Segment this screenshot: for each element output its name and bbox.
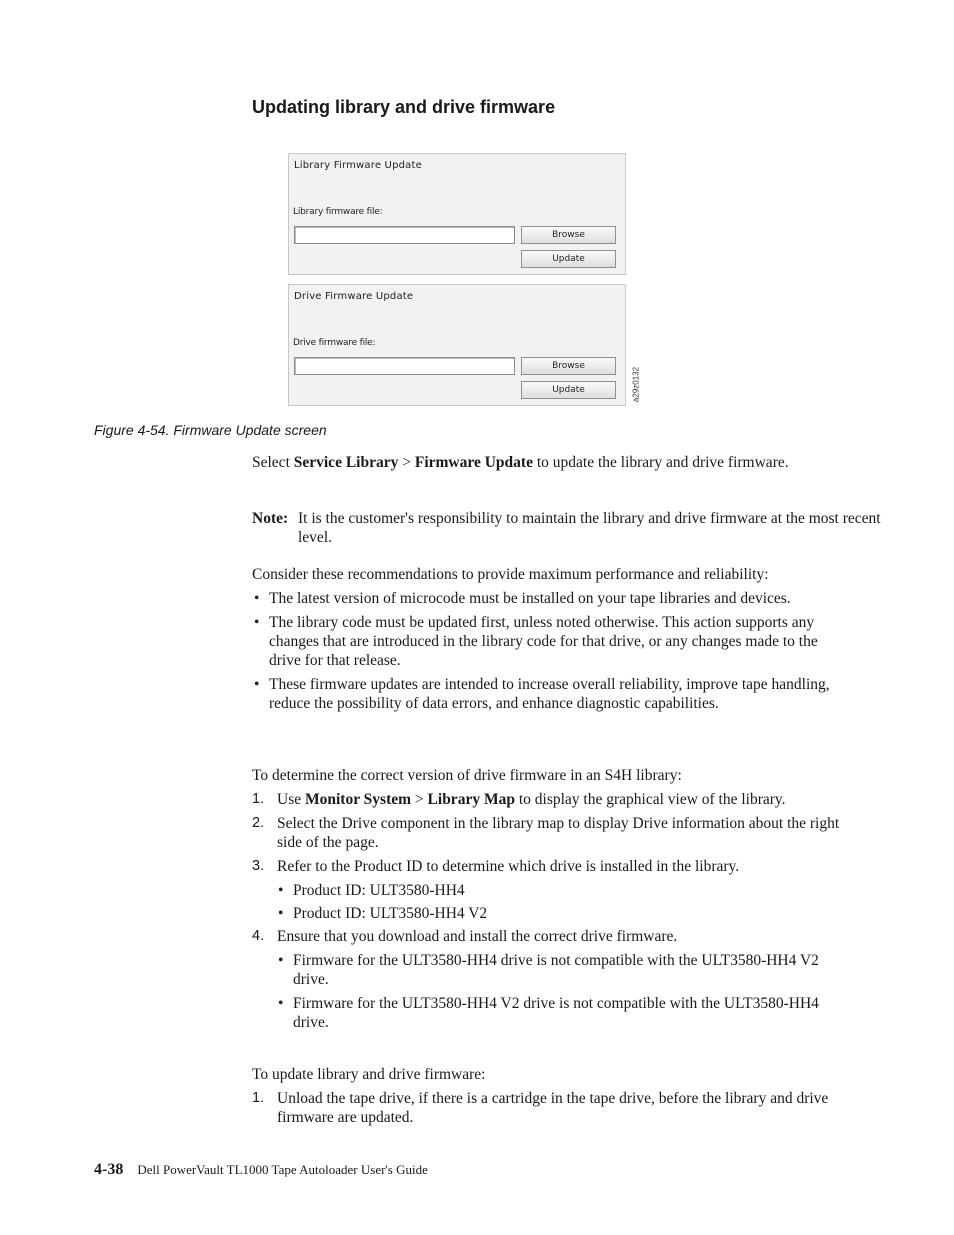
- intro-separator: >: [398, 454, 415, 471]
- list-item: 1. Unload the tape drive, if there is a cartridge in the tape drive, before the library and drive firmware are updated.: [252, 1090, 829, 1126]
- drive-file-label: Drive firmware file:: [293, 338, 376, 348]
- figure-code: a29z0132: [631, 366, 641, 403]
- note-block: [252, 509, 888, 547]
- library-update-button[interactable]: Update: [521, 250, 616, 268]
- intro-text-end: to update the library and drive firmware.: [532, 454, 789, 471]
- list-item: • These firmware updates are intended to increase overall reliability, improve tape handling, reduce the possibility of data errors, and enhance diagnostic capabilities.: [254, 676, 830, 712]
- intro-text: Select: [252, 454, 294, 471]
- intro-paragraph: [252, 453, 842, 472]
- list-item: 4. Ensure that you download and install the correct drive firmware.: [252, 928, 678, 945]
- list-item: 1. Use Monitor System > Library Map to display the graphical view of the library.: [252, 791, 786, 808]
- update-lead: To update library and drive firmware:: [252, 1066, 486, 1083]
- intro-bold-2: Firmware Update: [414, 454, 533, 471]
- list-item: • Product ID: ULT3580-HH4 V2: [278, 905, 488, 922]
- note-text: It is the customer's responsibility to maintain the library and drive firmware at the most recent level.: [298, 510, 881, 546]
- list-item: • Firmware for the ULT3580-HH4 drive is not compatible with the ULT3580-HH4 V2 drive.: [278, 952, 819, 988]
- drive-browse-button[interactable]: Browse: [521, 357, 616, 375]
- library-file-label: Library firmware file:: [293, 207, 383, 217]
- list-item: • Firmware for the ULT3580-HH4 V2 drive is not compatible with the ULT3580-HH4 drive.: [278, 995, 819, 1031]
- drive-panel-title: Drive Firmware Update: [294, 291, 414, 302]
- page-footer: [94, 1161, 428, 1179]
- intro-bold-1: Service Library: [293, 454, 399, 471]
- drive-firmware-panel: [288, 284, 626, 406]
- drive-update-button[interactable]: Update: [521, 381, 616, 399]
- list-item: • The library code must be updated first, unless noted otherwise. This action supports any changes that are introduced in the library code for that drive, or any changes made to the drive for that release.: [254, 614, 818, 669]
- page-number: 4-38: [94, 1161, 124, 1178]
- document-title: Dell PowerVault TL1000 Tape Autoloader User's Guide: [137, 1162, 428, 1177]
- library-panel-title: Library Firmware Update: [294, 160, 422, 171]
- figure-caption: Figure 4-54. Firmware Update screen: [94, 422, 327, 438]
- recommendations-lead: Consider these recommendations to provide maximum performance and reliability:: [252, 566, 769, 583]
- library-browse-button[interactable]: Browse: [521, 226, 616, 244]
- list-item: 3. Refer to the Product ID to determine which drive is installed in the library.: [252, 858, 740, 875]
- drive-file-input[interactable]: [294, 357, 515, 375]
- list-item: • The latest version of microcode must be installed on your tape libraries and devices.: [254, 590, 791, 607]
- section-heading: Updating library and drive firmware: [252, 97, 556, 117]
- library-file-input[interactable]: [294, 226, 515, 244]
- list-item: 2. Select the Drive component in the library map to display Drive information about the right side of the page.: [252, 815, 840, 851]
- library-firmware-panel: [288, 153, 626, 275]
- note-label: Note:: [252, 510, 289, 527]
- list-item: • Product ID: ULT3580-HH4: [278, 882, 465, 899]
- recommendations-block: [252, 565, 842, 713]
- determine-lead: To determine the correct version of drive firmware in an S4H library:: [252, 767, 682, 784]
- determine-block: [252, 766, 842, 1032]
- update-block: [252, 1065, 842, 1127]
